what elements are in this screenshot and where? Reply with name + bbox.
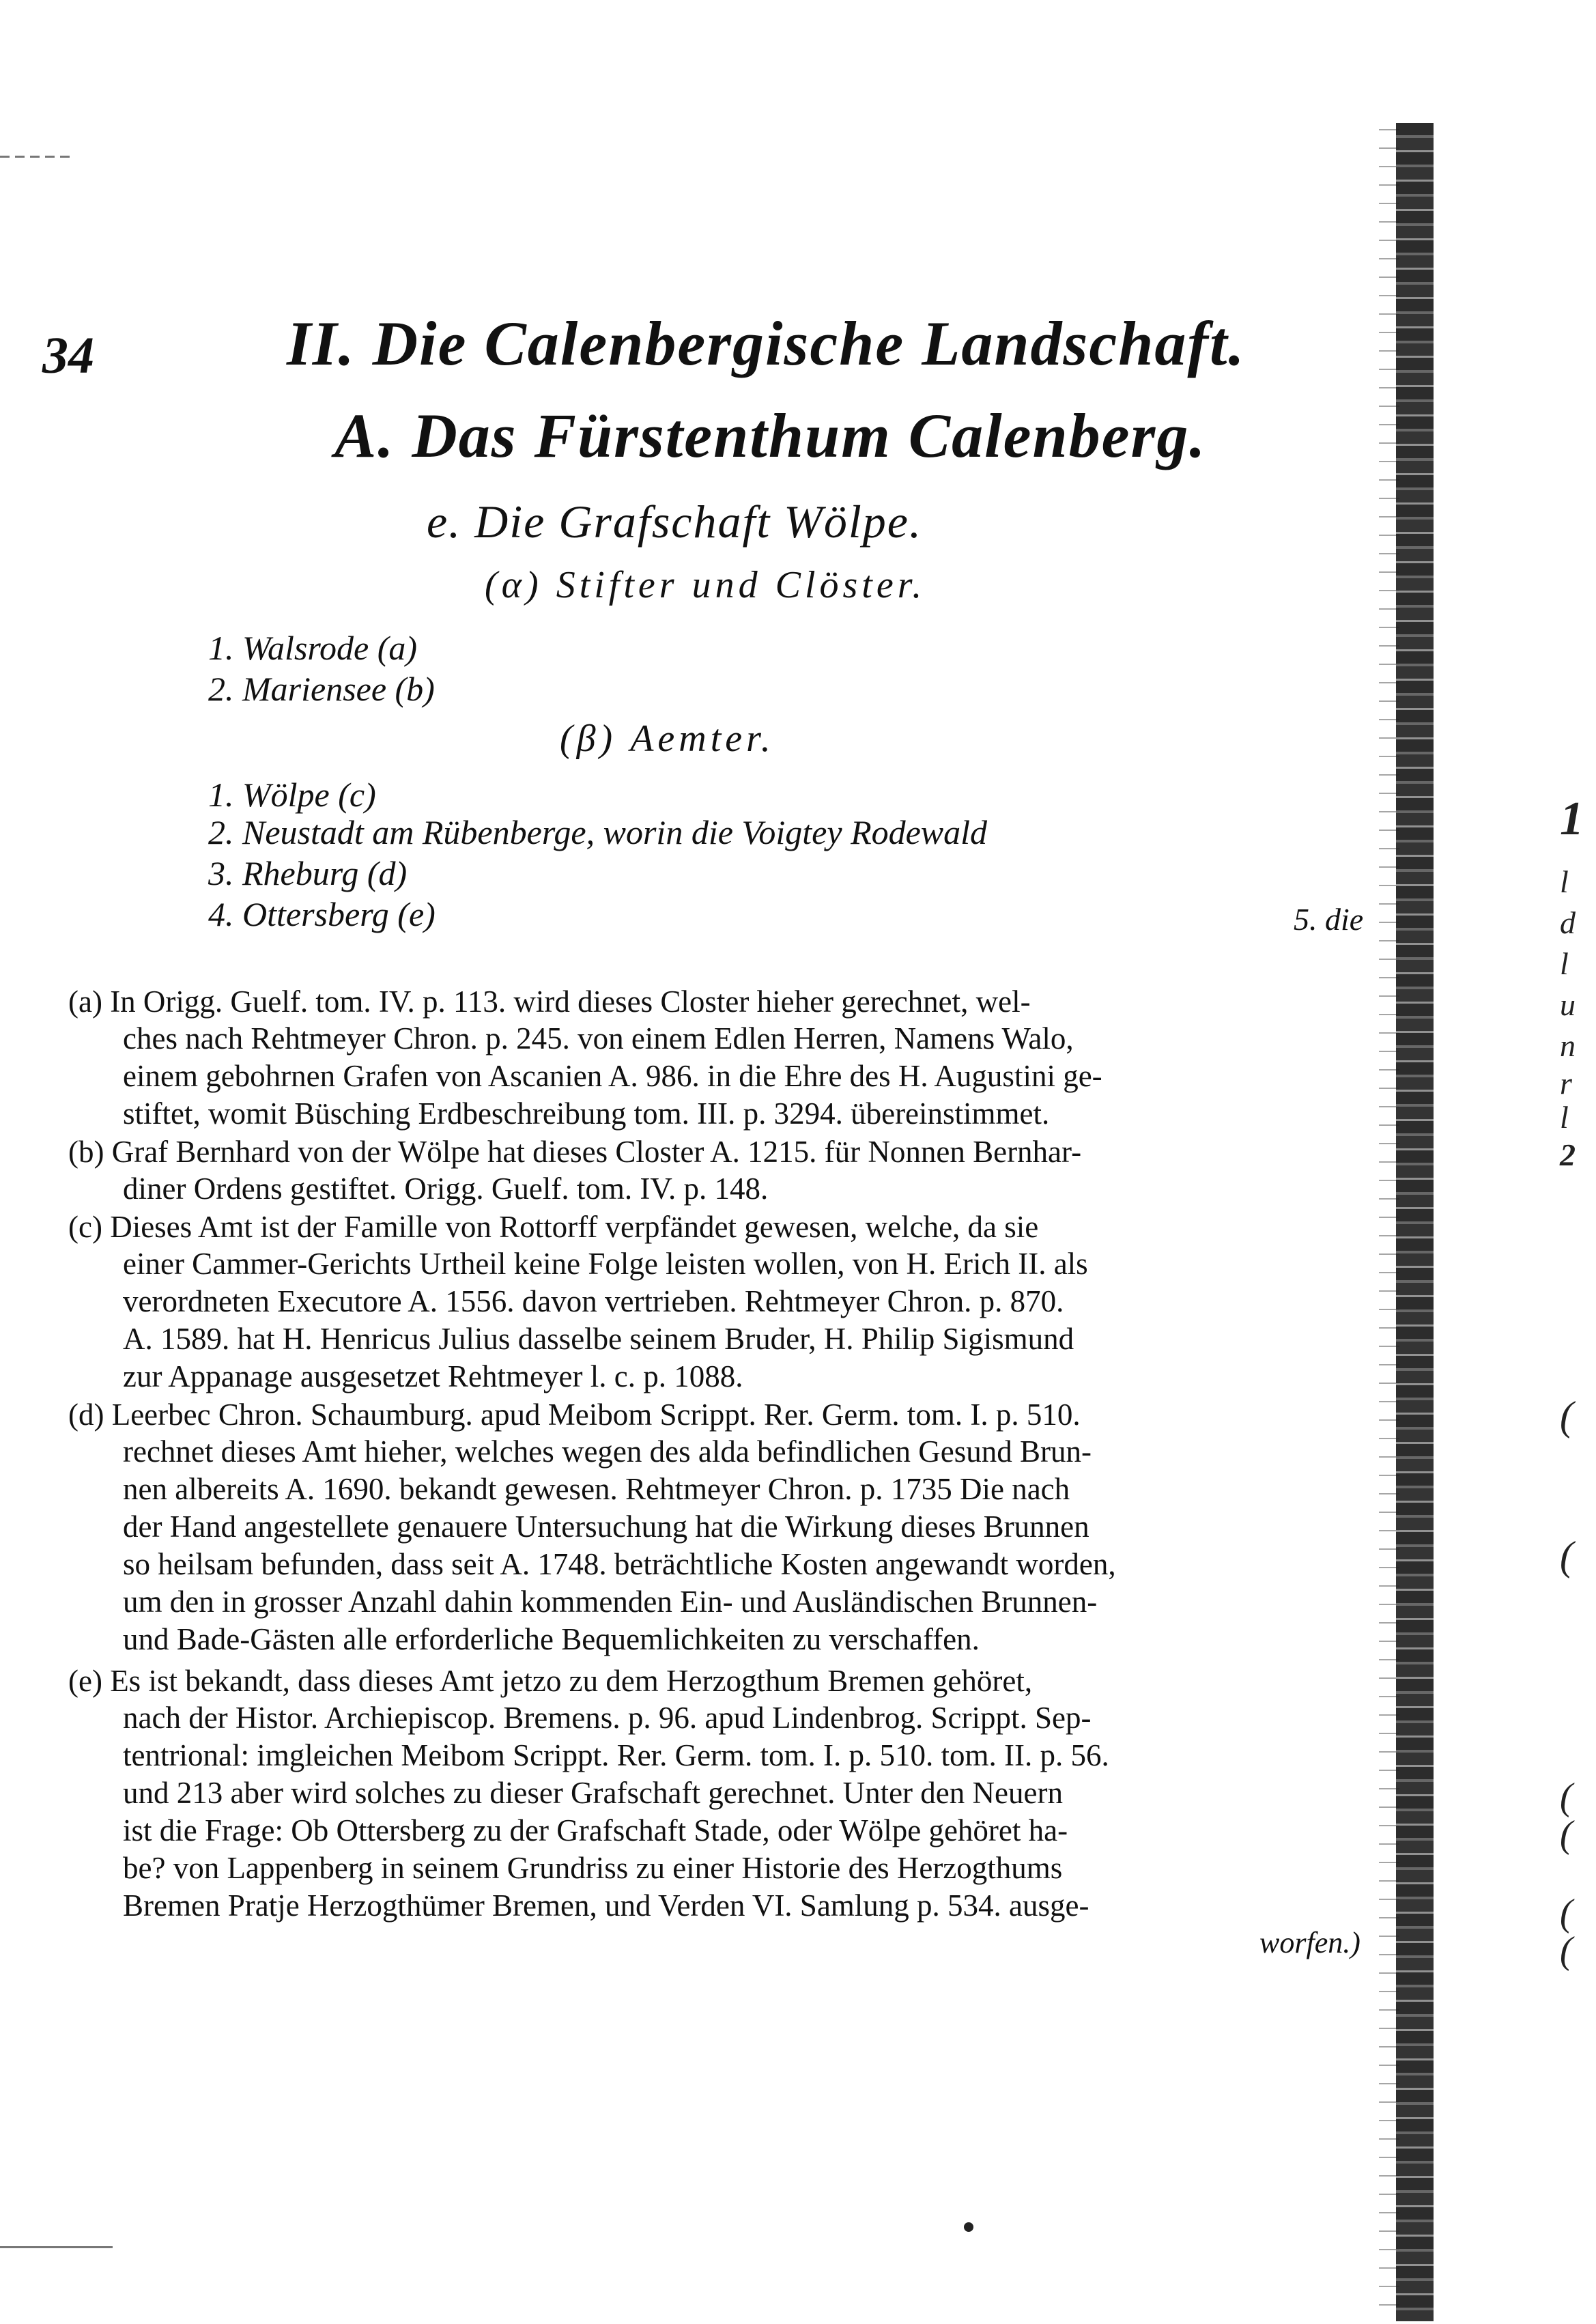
footnote-line: der Hand angestellete genauere Untersuchung hat die Wirkung dieses Brunnen bbox=[123, 1510, 1089, 1544]
footnote-line: (b) Graf Bernhard von der Wölpe hat dieses Closter A. 1215. für Nonnen Bernhar- bbox=[68, 1135, 1082, 1169]
scan-artifact-line bbox=[0, 156, 75, 158]
list-item: 3. Rheburg (d) bbox=[208, 854, 408, 892]
footnote-line: A. 1589. hat H. Henricus Julius dasselbe seinem Bruder, H. Philip Sigismund bbox=[123, 1322, 1074, 1356]
facing-page-fragment: l bbox=[1560, 864, 1569, 899]
facing-page-fragment: ( bbox=[1560, 1393, 1573, 1439]
footnote-tail: worfen.) bbox=[1259, 1926, 1360, 1959]
footnote-line: zur Appanage ausgesetzet Rehtmeyer l. c. p. 1088. bbox=[123, 1359, 743, 1393]
list-item: 2. Neustadt am Rübenberge, worin die Voigtey Rodewald bbox=[208, 813, 988, 851]
footnote-line: und Bade-Gästen alle erforderliche Bequemlichkeiten zu verschaffen. bbox=[123, 1622, 980, 1656]
footnote-line: (d) Leerbec Chron. Schaumburg. apud Meibom Scrippt. Rer. Germ. tom. I. p. 510. bbox=[68, 1398, 1081, 1432]
chapter-heading: II. Die Calenbergische Landschaft. bbox=[287, 309, 1246, 378]
list-item: 4. Ottersberg (e) bbox=[208, 895, 436, 933]
footnote-line: einer Cammer-Gerichts Urtheil keine Folge leisten wollen, von H. Erich II. als bbox=[123, 1247, 1088, 1281]
facing-page-fragment: r bbox=[1560, 1066, 1572, 1101]
footnote-line: (a) In Origg. Guelf. tom. IV. p. 113. wird dieses Closter hieher gerechnet, wel- bbox=[68, 984, 1031, 1019]
footnote-line: nen albereits A. 1690. bekandt gewesen. Rehtmeyer Chron. p. 1735 Die nach bbox=[123, 1472, 1070, 1506]
facing-page-fragment: l bbox=[1560, 1100, 1569, 1135]
scan-artifact-line bbox=[0, 2246, 113, 2248]
footnote-line: rechnet dieses Amt hieher, welches wegen des alda befindlichen Gesund Brun- bbox=[123, 1434, 1092, 1469]
footnote-line: Bremen Pratje Herzogthümer Bremen, und Verden VI. Samlung p. 534. ausge- bbox=[123, 1888, 1089, 1923]
footnote-line: verordneten Executore A. 1556. davon vertrieben. Rehtmeyer Chron. p. 870. bbox=[123, 1284, 1064, 1318]
facing-page-fragment: ( bbox=[1560, 1813, 1573, 1856]
footnote-line: (c) Dieses Amt ist der Famille von Rottorff verpfändet gewesen, welche, da sie bbox=[68, 1210, 1039, 1244]
facing-page-fragment: 1 bbox=[1560, 793, 1584, 845]
facing-page-fragment: ( bbox=[1560, 1776, 1573, 1818]
facing-page-fragment: n bbox=[1560, 1028, 1576, 1063]
category-heading-stifter: (α) Stifter und Clöster. bbox=[485, 564, 926, 606]
footnote-line: be? von Lappenberg in seinem Grundriss zu einer Historie des Herzogthums bbox=[123, 1851, 1063, 1885]
footnote-line: (e) Es ist bekandt, dass dieses Amt jetzo zu dem Herzogthum Bremen gehöret, bbox=[68, 1664, 1033, 1698]
facing-page-fragment: u bbox=[1560, 987, 1576, 1022]
facing-page-fragment: d bbox=[1560, 905, 1576, 940]
list-item: 1. Wölpe (c) bbox=[208, 776, 376, 814]
list-item: 2. Mariensee (b) bbox=[208, 670, 435, 708]
facing-page-fragment: l bbox=[1560, 946, 1569, 981]
footnote-line: einem gebohrnen Grafen von Ascanien A. 986. in die Ehre des H. Augustini ge- bbox=[123, 1059, 1102, 1093]
subsection-heading: e. Die Grafschaft Wölpe. bbox=[427, 496, 922, 548]
facing-page-fragment: 2 bbox=[1560, 1137, 1576, 1172]
section-heading: A. Das Fürstenthum Calenberg. bbox=[334, 401, 1207, 470]
footnote-line: so heilsam befunden, dass seit A. 1748. beträchtliche Kosten angewandt worden, bbox=[123, 1547, 1116, 1581]
footnote-line: ist die Frage: Ob Ottersberg zu der Grafschaft Stade, oder Wölpe gehöret ha- bbox=[123, 1813, 1068, 1847]
facing-page-fragment: ( bbox=[1560, 1892, 1573, 1934]
list-item: 1. Walsrode (a) bbox=[208, 629, 418, 667]
facing-page-fragment: ( bbox=[1560, 1533, 1573, 1578]
category-heading-aemter: (β) Aemter. bbox=[560, 718, 775, 760]
footnote-line: ches nach Rehtmeyer Chron. p. 245. von einem Edlen Herren, Namens Walo, bbox=[123, 1021, 1074, 1055]
footnote-line: und 213 aber wird solches zu dieser Grafschaft gerechnet. Unter den Neuern bbox=[123, 1776, 1063, 1810]
page-number: 34 bbox=[42, 327, 94, 384]
footnote-line: nach der Histor. Archiepiscop. Bremens. p. 96. apud Lindenbrog. Scrippt. Sep- bbox=[123, 1701, 1092, 1735]
binding-gutter bbox=[1396, 123, 1434, 2321]
footnote-line: um den in grosser Anzahl dahin kommenden Ein- und Ausländischen Brunnen- bbox=[123, 1585, 1098, 1619]
footnote-line: stiftet, womit Büsching Erdbeschreibung tom. III. p. 3294. übereinstimmet. bbox=[123, 1096, 1050, 1131]
footnote-line: diner Ordens gestiftet. Origg. Guelf. tom. IV. p. 148. bbox=[123, 1172, 769, 1206]
catchword: 5. die bbox=[1294, 902, 1364, 937]
facing-page-fragment: ( bbox=[1560, 1929, 1573, 1972]
ink-dot bbox=[964, 2222, 973, 2232]
footnote-line: tentrional: imgleichen Meibom Scrippt. Rer. Germ. tom. I. p. 510. tom. II. p. 56. bbox=[123, 1738, 1109, 1772]
